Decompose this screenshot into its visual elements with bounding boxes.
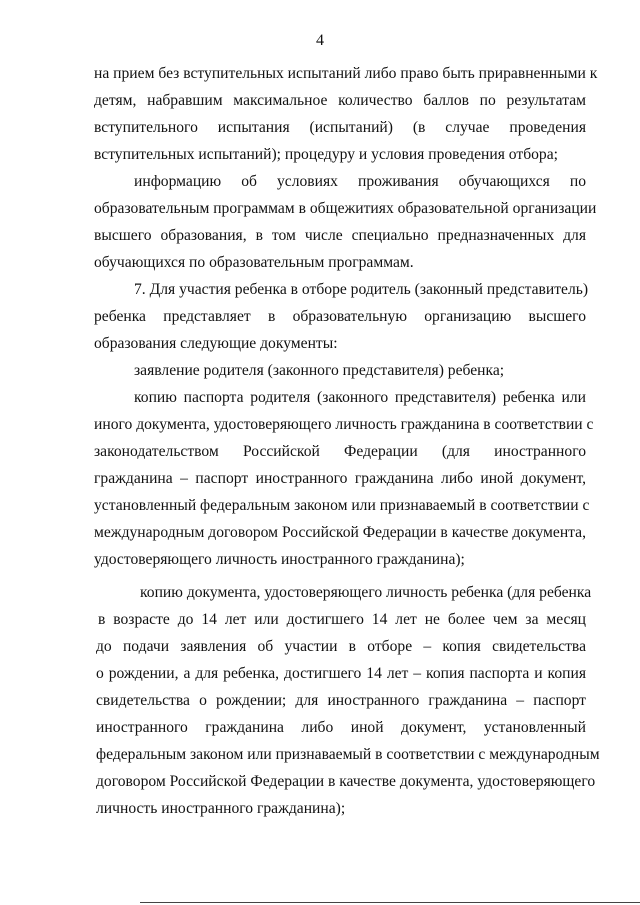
page-number: 4 [316,32,324,49]
text-line: договором Российской Федерации в качестве документа, удостоверяющего [96,773,596,790]
text-line: международным договором Российской Федерации в качестве документа, [94,524,586,541]
text-line: иностранного гражданина либо иной документ, установленный [96,719,586,736]
text-line: до подачи заявления об участии в отборе – копия свидетельства [96,638,586,655]
text-line: установленный федеральным законом или признаваемый в соответствии с [94,497,590,514]
text-line: удостоверяющего личность иностранного гражданина); [94,551,465,568]
text-line: 7. Для участия ребенка в отборе родитель (законный представитель) [134,281,589,298]
text-line: высшего образования, в том числе специально предназначенных для [94,227,586,244]
text-line: образовательным программам в общежитиях образовательной организации [94,200,597,217]
text-line: копию документа, удостоверяющего личность ребенка (для ребенка [140,584,592,601]
text-line: вступительных испытаний); процедуру и условия проведения отбора; [94,146,558,163]
text-line: образования следующие документы: [94,335,338,352]
text-line: личность иностранного гражданина); [96,800,346,817]
text-line: информацию об условиях проживания обучающихся по [134,173,586,190]
document-body [94,60,600,822]
text-line: федеральным законом или признаваемый в соответствии с международным [96,746,600,763]
text-line: ребенка представляет в образовательную организацию высшего [94,308,586,325]
text-line: гражданина – паспорт иностранного гражданина либо иной документ, [94,470,586,487]
text-line: копию паспорта родителя (законного представителя) ребенка или [134,389,586,406]
text-line: на прием без вступительных испытаний либо право быть приравненными к [94,65,598,82]
text-line: детям, набравшим максимальное количество баллов по результатам [94,92,586,109]
text-line: вступительного испытания (испытаний) (в случае проведения [94,119,586,136]
text-line: свидетельства о рождении; для иностранного гражданина – паспорт [96,692,586,709]
text-line: иного документа, удостоверяющего личность гражданина в соответствии с [94,416,594,433]
text-line: обучающихся по образовательным программам. [94,254,414,271]
text-line: заявление родителя (законного представителя) ребенка; [134,362,505,379]
text-line: о рождении, а для ребенка, достигшего 14 лет – копия паспорта и копия [96,665,586,682]
text-line: законодательством Российской Федерации (для иностранного [94,443,586,460]
text-line: в возрасте до 14 лет или достигшего 14 лет не более чем за месяц [98,611,586,628]
scan-edge-line [140,902,640,903]
